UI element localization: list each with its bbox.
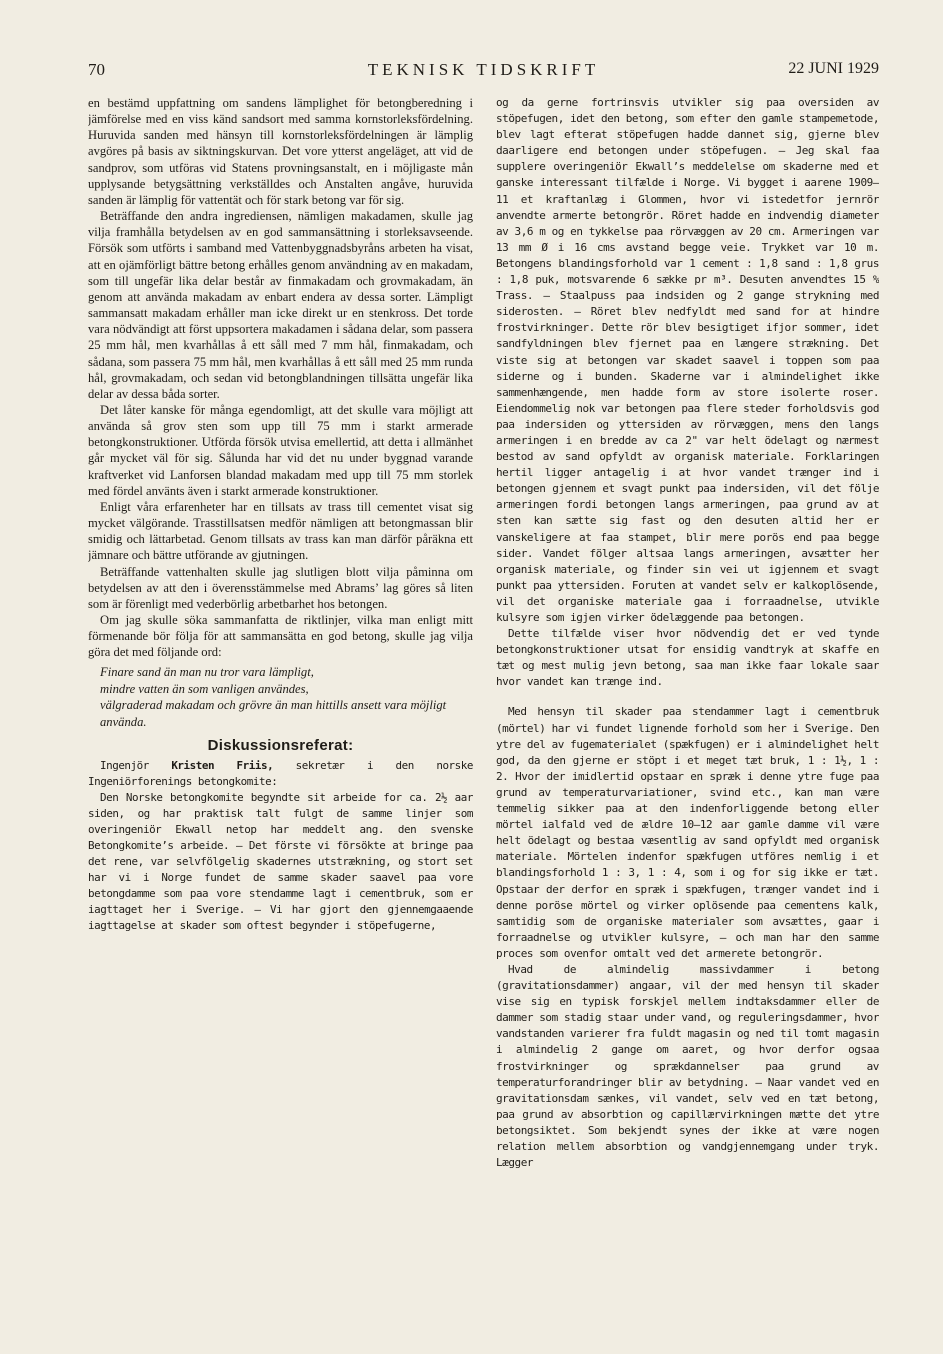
summary-line: mindre vatten än som vanligen användes, xyxy=(100,681,309,696)
paragraph: Dette tilfælde viser hvor nödvendig det er ved tynde betongkonstruktioner utsat for ensidig vandtryk at skaffe en tæt og mest mulig jevn betong, saa man ikke faar lokale saar hvor vandet kan trænge ind. xyxy=(496,627,879,689)
summary-line: Finare sand än man nu tror vara lämpligt, xyxy=(100,665,314,680)
summary-guidelines xyxy=(100,664,473,730)
speaker-role: sekretær i den norske Ingeniörforenings betongkomite: xyxy=(88,759,473,789)
page-header xyxy=(88,60,879,84)
speaker-intro xyxy=(88,758,473,790)
paragraph: en bestämd uppfattning om sandens lämplighet för betongberedning i jämförelse med en viss känd sandsort med samma kornstorleksfördelning. Huruvida sanden med hänsyn till kornstorleksfördelningen är lämplig avgöres på basis av siktningskurvan. Det vore ytterst angeläget, att vid de sandprov, som utföras vid Statens provningsanstalt, en i möjligaste mån upplysande betygsättning verkställdes och Anstalten angåve, huruvida sanden är lämplig för vattentät och för stark betong var för sig. xyxy=(88,96,473,207)
left-column xyxy=(88,95,473,1298)
speaker-name: Kristen Friis, xyxy=(171,759,274,773)
page-number: 70 xyxy=(88,60,105,79)
journal-title: TEKNISK TIDSKRIFT xyxy=(367,60,600,79)
paragraph: Beträffande den andra ingrediensen, nämligen makadamen, skulle jag vilja framhålla betydelsen av en god sammansättning i storleksavseende. Försök som utförts i samband med Vattenbyggnadsbyråns arbeten ha visat, att en ojämförligt bättre betong erhålles genom användning av en makadam, som till ungefär lika delar består av finmakadam och grovmakadam, än genom att använda makadam av enbart endera av dessa sorter. Lämpligt sammansatt makadam erhåller man icke direkt ur en stenkross. Det torde vara nödvändigt att först uppsortera makadamen i sådana delar, som passera 25 mm hål, men kvarhållas å ett såll med 7 mm hål, finmakadam, och sådana, som passera 75 mm hål, men kvarhållas å ett såll med 25 mm runda hål, grovmakadam, och sedan vid betongblandningen tillsätta ungefär lika delar av dessa båda sorter. xyxy=(88,209,473,401)
paragraph-gap xyxy=(496,690,879,704)
summary-line: välgraderad makadam och grövre än man hittills ansett vara möjligt använda. xyxy=(100,698,447,729)
paragraph: Enligt våra erfarenheter har en tillsats av trass till cementet visat sig mycket välgörande. Trasstillsatsen medför nämligen att betongmassan blir smidig och lättarbetad. Genom tillsats av trass kan man därför påräkna ett jämnare och bättre utförande av gjutningen. xyxy=(88,499,473,563)
discussion-block xyxy=(88,758,473,934)
paragraph: Beträffande vattenhalten skulle jag slutligen blott vilja påminna om betydelsen av att den i överensstämmelse med Abrams’ lag göres så liten som är förenligt med vederbörlig arbetbarhet hos betongen. xyxy=(88,564,473,611)
speaker-prefix: Ingenjör xyxy=(100,759,149,773)
paragraph: Det låter kanske för många egendomligt, att det skulle vara möjligt att använda så grov sten som upp till 75 mm i starkt armerade betongkonstruktioner. Utförda försök utvisa emellertid, att detta i allmänhet går mycket väl för sig. Sålunda har vid det nu under byggnad varande kraftverket vid Lanforsen blandad makadam med upp till 75 mm storlek med fördel använts även i starkt armerade konstruktioner. xyxy=(88,402,473,498)
right-column xyxy=(496,95,879,1298)
issue-date: 22 JUNI 1929 xyxy=(788,60,879,77)
paragraph: Hvad de almindelig massivdammer i betong (gravitationsdammer) angaar, vil der med hensyn til skader vise sig en typisk forskjel mellem indtaksdammer eller de dammer som stadig staar under vand, og reguleringsdammer, hvor vandstanden varierer fra fuldt magasin og ned til tomt magasin i almindelig 2 gange om aaret, og hvor derfor ogsaa frostvirkninger og sprækdannelser paa grund av temperaturforandringer blir av betydning. — Naar vandet ved en gravitationsdam sænkes, vil vandet, selv ved en tæt betong, paa grund av absorbtion og capillærvirkningen mætte det ytre betongsiktet. Som bekjendt synes der ikke at være nogen relation mellem absorbtion og vandgjennemgang under tryk. Lægger xyxy=(496,962,879,1170)
paragraph: Om jag skulle söka sammanfatta de riktlinjer, vilka man enligt mitt förmenande bör följa för att sammansätta en god betong, skulle jag vilja göra det med följande ord: xyxy=(88,613,473,660)
section-heading: Diskussionsreferat: xyxy=(207,737,354,755)
paragraph: Med hensyn til skader paa stendammer lagt i cementbruk (mörtel) har vi fundet lignende forhold som her i Sverige. Den ytre del av fugematerialet (spækfugen) er i almindelighet helt god, da den gjerne er stöpt i et meget tæt bruk, 1 : 1½, 1 : 2. Hvor der imidlertid opstaar en spræk i denne ytre fuge paa grund av temperaturvariationer, svind etc., kan man være temmelig sikker paa at den indenforliggende betong eller mörtel ialfald ved de ældre 10—12 aar gamle damme vil være helt ödelagt og bestaa væsentlig av sand opfyldt med organisk materiale. Mörtelen indenfor spækfugen utföres nemlig i et blandingsforhold 1 : 3, 1 : 4, som i og for sig ikke er tæt. Opstaar der derfor en spræk i spækfugen, trænger vandet ind i denne poröse mörtel og virker oplösende paa cementens kalk, samtidig som de organiske materialer som avsættes, gaar i forraadnelse og utvikler kulsyre, — och man har den samme proces som ovenfor omtalt ved det armerete betongrör. xyxy=(496,705,879,960)
discussion-paragraph: Den Norske betongkomite begyndte sit arbeide for ca. 2½ aar siden, og har praktisk talt fulgt de samme linjer som overingeniör Ekwall netop har meddelt ang. den svenske Betongkomite’s arbeide. — Det förste vi försökte at bringe paa det rene, var selvfölgelig skadernes utstrækning, og stort set har vi i Norge fundet de samme skader saavel paa vore betongdamme som paa vore stendamme lagt i cementbruk, som er iagttaget her i Sverige. — Vi har gjort den gjennemgaaende iagttagelse at skader som oftest begynder i stöpefugerne, xyxy=(88,791,473,933)
paragraph: og da gerne fortrinsvis utvikler sig paa oversiden av stöpefugen, idet den betong, som efter den gamle stampemetode, blev lagt efterat stöpefugen hadde dannet sig, gjerne blev daarligere end betongen under stöpefugen. — Jeg skal faa supplere overingeniör Ekwall’s meddelelse om skaderne med et ganske interessant tilfælde i Norge. Vi bygget i aarene 1909—11 et kraftanlæg i Glommen, hvor vi istedetfor jernrör anvendte armerte betongrör. Röret hadde en indvendig diameter av 3,6 m og en tykkelse paa rörvæggen av 20 cm. Armeringen var 13 mm Ø i 16 cms avstand begge veie. Trykket var 10 m. Betongens blandingsforhold var 1 cement : 1,8 sand : 1,8 grus : 1,8 puk, motsvarende 6 sække pr m³. Desuten anvendtes 15 % Trass. — Staalpuss paa indsiden og 2 gange strykning med siderosten. — Röret blev nedfyldt med sand for at hindre frostvirkninger. Dette rör blev besigtiget ifjor sommer, idet sandfyldningen blev fjernet paa en længere strækning. Det viste sig at betongen var skadet saavel i toppen som paa siderne og i bunden. Skaderne var i almindelighet ikke sammenhængende, men hadde form av store isolerte roser. Eiendommelig nok var betongen paa flere steder forholdsvis god paa indersiden og yttersiden av rörvæggen, mens den langs armeringen i en bredde av ca 2" var helt ödelagt og nærmest bestod av sand opfyldt av organisk materiale. Forklaringen hertil ligger antagelig i at hvor vandet trænger ind i betongen gjennem et svagt punkt paa indersiden, vil det följe armeringen fordi betongen langs armeringen, paa grund av at sten kan sætte sig fast og den desuten altid her er vanskeligere at faa stampet, blir mere porös end paa begge sider. Vandet fölger altsaa langs armeringen, avsætter her organisk materiale, og finder sin vei ut igjennem et svagt punkt paa yttersiden. Foruten at vandet selv er kalkoplösende, vil det organiske materiale gaa i forraadnelse, utvikle kulsyre som igjen virker ödelæggende paa betongen. xyxy=(496,96,879,624)
